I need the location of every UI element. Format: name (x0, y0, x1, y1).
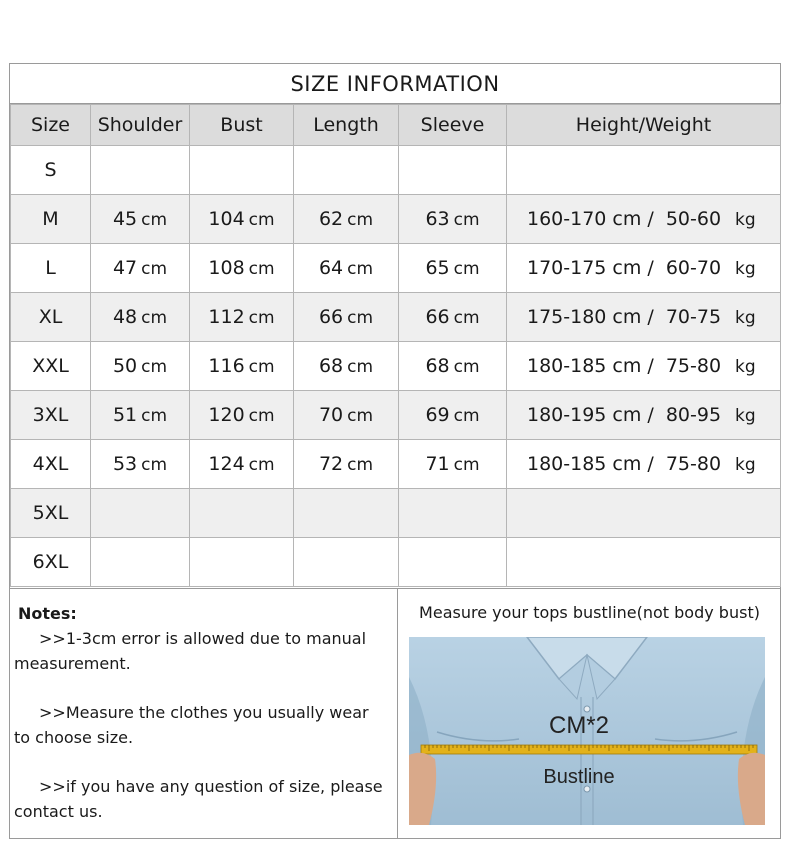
height-range: 170-175 cm / (527, 257, 654, 279)
cell-size: XXL (11, 342, 91, 391)
table-row (11, 538, 781, 587)
cell-bust (190, 244, 294, 293)
unit-label: cm (453, 210, 480, 230)
table-row (11, 293, 781, 342)
unit-label: cm (453, 357, 480, 377)
unit-label: cm (141, 357, 168, 377)
cell-sleeve-value: 65 (425, 257, 450, 279)
weight-range: 70-75 (665, 306, 722, 328)
cell-sleeve (399, 146, 507, 195)
cm-times-two-label: CM*2 (548, 712, 610, 739)
note-line: measurement. (14, 654, 131, 673)
cell-shoulder (91, 489, 190, 538)
cell-size: XL (11, 293, 91, 342)
cell-sleeve-value: 66 (425, 306, 450, 328)
unit-label: cm (453, 406, 480, 426)
cell-height-weight (507, 538, 781, 587)
note-line: >>1-3cm error is allowed due to manual (39, 629, 367, 648)
unit-label: cm (248, 259, 275, 279)
cell-sleeve (399, 342, 507, 391)
cell-height-weight (507, 489, 781, 538)
cell-shoulder (91, 195, 190, 244)
chart-title: SIZE INFORMATION (10, 64, 780, 104)
cell-sleeve (399, 391, 507, 440)
weight-unit: kg (735, 406, 756, 426)
cell-size: M (11, 195, 91, 244)
cell-height-weight (507, 146, 781, 195)
unit-label: cm (141, 406, 168, 426)
cell-bust-value: 124 (208, 453, 245, 475)
cell-shoulder-value: 50 (112, 355, 138, 377)
cell-bust (190, 391, 294, 440)
cell-length-value: 62 (318, 208, 344, 230)
height-range: 175-180 cm / (527, 306, 654, 328)
cell-length (294, 489, 399, 538)
note-line: contact us. (14, 802, 103, 821)
unit-label: cm (347, 406, 374, 426)
cell-bust (190, 146, 294, 195)
cell-shoulder-value: 47 (112, 257, 138, 279)
cell-height-weight (507, 293, 781, 342)
cell-shoulder-value: 51 (112, 404, 138, 426)
cell-shoulder-value: 53 (112, 453, 138, 475)
note-line: >>Measure the clothes you usually wear (39, 703, 369, 722)
cell-length (294, 146, 399, 195)
table-row (11, 146, 781, 195)
note-item (14, 774, 393, 824)
measure-caption: Measure your tops bustline(not body bust) (419, 603, 760, 622)
weight-range: 80-95 (665, 404, 722, 426)
cell-sleeve (399, 195, 507, 244)
cell-size: 5XL (11, 489, 91, 538)
cell-length (294, 342, 399, 391)
cell-shoulder (91, 342, 190, 391)
unit-label: cm (248, 406, 275, 426)
cell-length-value: 70 (318, 404, 344, 426)
unit-label: cm (453, 308, 480, 328)
cell-sleeve-value: 68 (425, 355, 450, 377)
cell-sleeve-value: 71 (425, 453, 450, 475)
height-range: 180-195 cm / (527, 404, 654, 426)
cell-shoulder (91, 146, 190, 195)
table-row (11, 342, 781, 391)
cell-length (294, 293, 399, 342)
header-height-weight: Height/Weight (507, 105, 781, 146)
unit-label: cm (141, 308, 168, 328)
size-table (10, 104, 781, 587)
cell-bust-value: 120 (208, 404, 245, 426)
cell-shoulder (91, 440, 190, 489)
cell-sleeve (399, 489, 507, 538)
notes-panel (10, 589, 398, 839)
header-size: Size (11, 105, 91, 146)
weight-unit: kg (735, 308, 756, 328)
cell-height-weight (507, 440, 781, 489)
unit-label: cm (248, 308, 275, 328)
weight-unit: kg (735, 259, 756, 279)
unit-label: cm (453, 259, 480, 279)
cell-length-value: 64 (318, 257, 344, 279)
cell-sleeve-value: 63 (425, 208, 450, 230)
size-chart (9, 63, 781, 839)
cell-length (294, 391, 399, 440)
cell-size: 4XL (11, 440, 91, 489)
cell-length (294, 440, 399, 489)
cell-length (294, 195, 399, 244)
unit-label: cm (141, 259, 168, 279)
cell-sleeve-value: 69 (425, 404, 450, 426)
cell-length (294, 538, 399, 587)
cell-bust-value: 112 (208, 306, 245, 328)
unit-label: cm (347, 259, 374, 279)
height-range: 160-170 cm / (527, 208, 654, 230)
header-row (11, 105, 781, 146)
weight-unit: kg (735, 357, 756, 377)
cell-size: L (11, 244, 91, 293)
note-line: to choose size. (14, 728, 134, 747)
cell-size: 3XL (11, 391, 91, 440)
measure-panel (399, 589, 780, 839)
cell-length (294, 244, 399, 293)
header-bust: Bust (190, 105, 294, 146)
header-shoulder: Shoulder (91, 105, 190, 146)
cell-length-value: 72 (318, 453, 344, 475)
cell-size: S (11, 146, 91, 195)
weight-unit: kg (735, 455, 756, 475)
cell-sleeve (399, 538, 507, 587)
table-row (11, 391, 781, 440)
unit-label: cm (141, 455, 168, 475)
table-row (11, 440, 781, 489)
cell-shoulder (91, 244, 190, 293)
unit-label: cm (248, 455, 275, 475)
bottom-section (10, 588, 780, 839)
cell-bust (190, 489, 294, 538)
unit-label: cm (347, 308, 374, 328)
cell-height-weight (507, 195, 781, 244)
cell-shoulder (91, 538, 190, 587)
cell-length-value: 66 (318, 306, 344, 328)
weight-range: 50-60 (665, 208, 722, 230)
cell-sleeve (399, 244, 507, 293)
cell-length-value: 68 (318, 355, 344, 377)
notes-title: Notes: (18, 604, 77, 623)
unit-label: cm (453, 455, 480, 475)
cell-height-weight (507, 391, 781, 440)
note-item (14, 700, 393, 750)
unit-label: cm (248, 357, 275, 377)
cell-bust (190, 342, 294, 391)
height-range: 180-185 cm / (527, 355, 654, 377)
note-line: >>if you have any question of size, please (39, 777, 383, 796)
cell-bust (190, 440, 294, 489)
weight-range: 75-80 (665, 453, 722, 475)
cell-bust (190, 195, 294, 244)
unit-label: cm (347, 455, 374, 475)
cell-bust (190, 538, 294, 587)
unit-label: cm (347, 210, 374, 230)
unit-label: cm (248, 210, 275, 230)
cell-bust-value: 116 (208, 355, 245, 377)
table-row (11, 195, 781, 244)
header-length: Length (294, 105, 399, 146)
cell-shoulder (91, 293, 190, 342)
cell-size: 6XL (11, 538, 91, 587)
weight-unit: kg (735, 210, 756, 230)
weight-range: 60-70 (665, 257, 722, 279)
weight-range: 75-80 (665, 355, 722, 377)
note-item (14, 626, 393, 676)
cell-bust-value: 108 (208, 257, 245, 279)
height-range: 180-185 cm / (527, 453, 654, 475)
unit-label: cm (347, 357, 374, 377)
header-sleeve: Sleeve (399, 105, 507, 146)
cell-sleeve (399, 293, 507, 342)
cell-height-weight (507, 342, 781, 391)
cell-sleeve (399, 440, 507, 489)
table-row (11, 489, 781, 538)
cell-bust-value: 104 (208, 208, 245, 230)
unit-label: cm (141, 210, 168, 230)
bustline-label: Bustline (543, 766, 615, 788)
cell-bust (190, 293, 294, 342)
cell-shoulder-value: 48 (112, 306, 138, 328)
cell-shoulder (91, 391, 190, 440)
table-row (11, 244, 781, 293)
cell-height-weight (507, 244, 781, 293)
cell-shoulder-value: 45 (112, 208, 138, 230)
shirt-bustline-image (409, 637, 765, 825)
